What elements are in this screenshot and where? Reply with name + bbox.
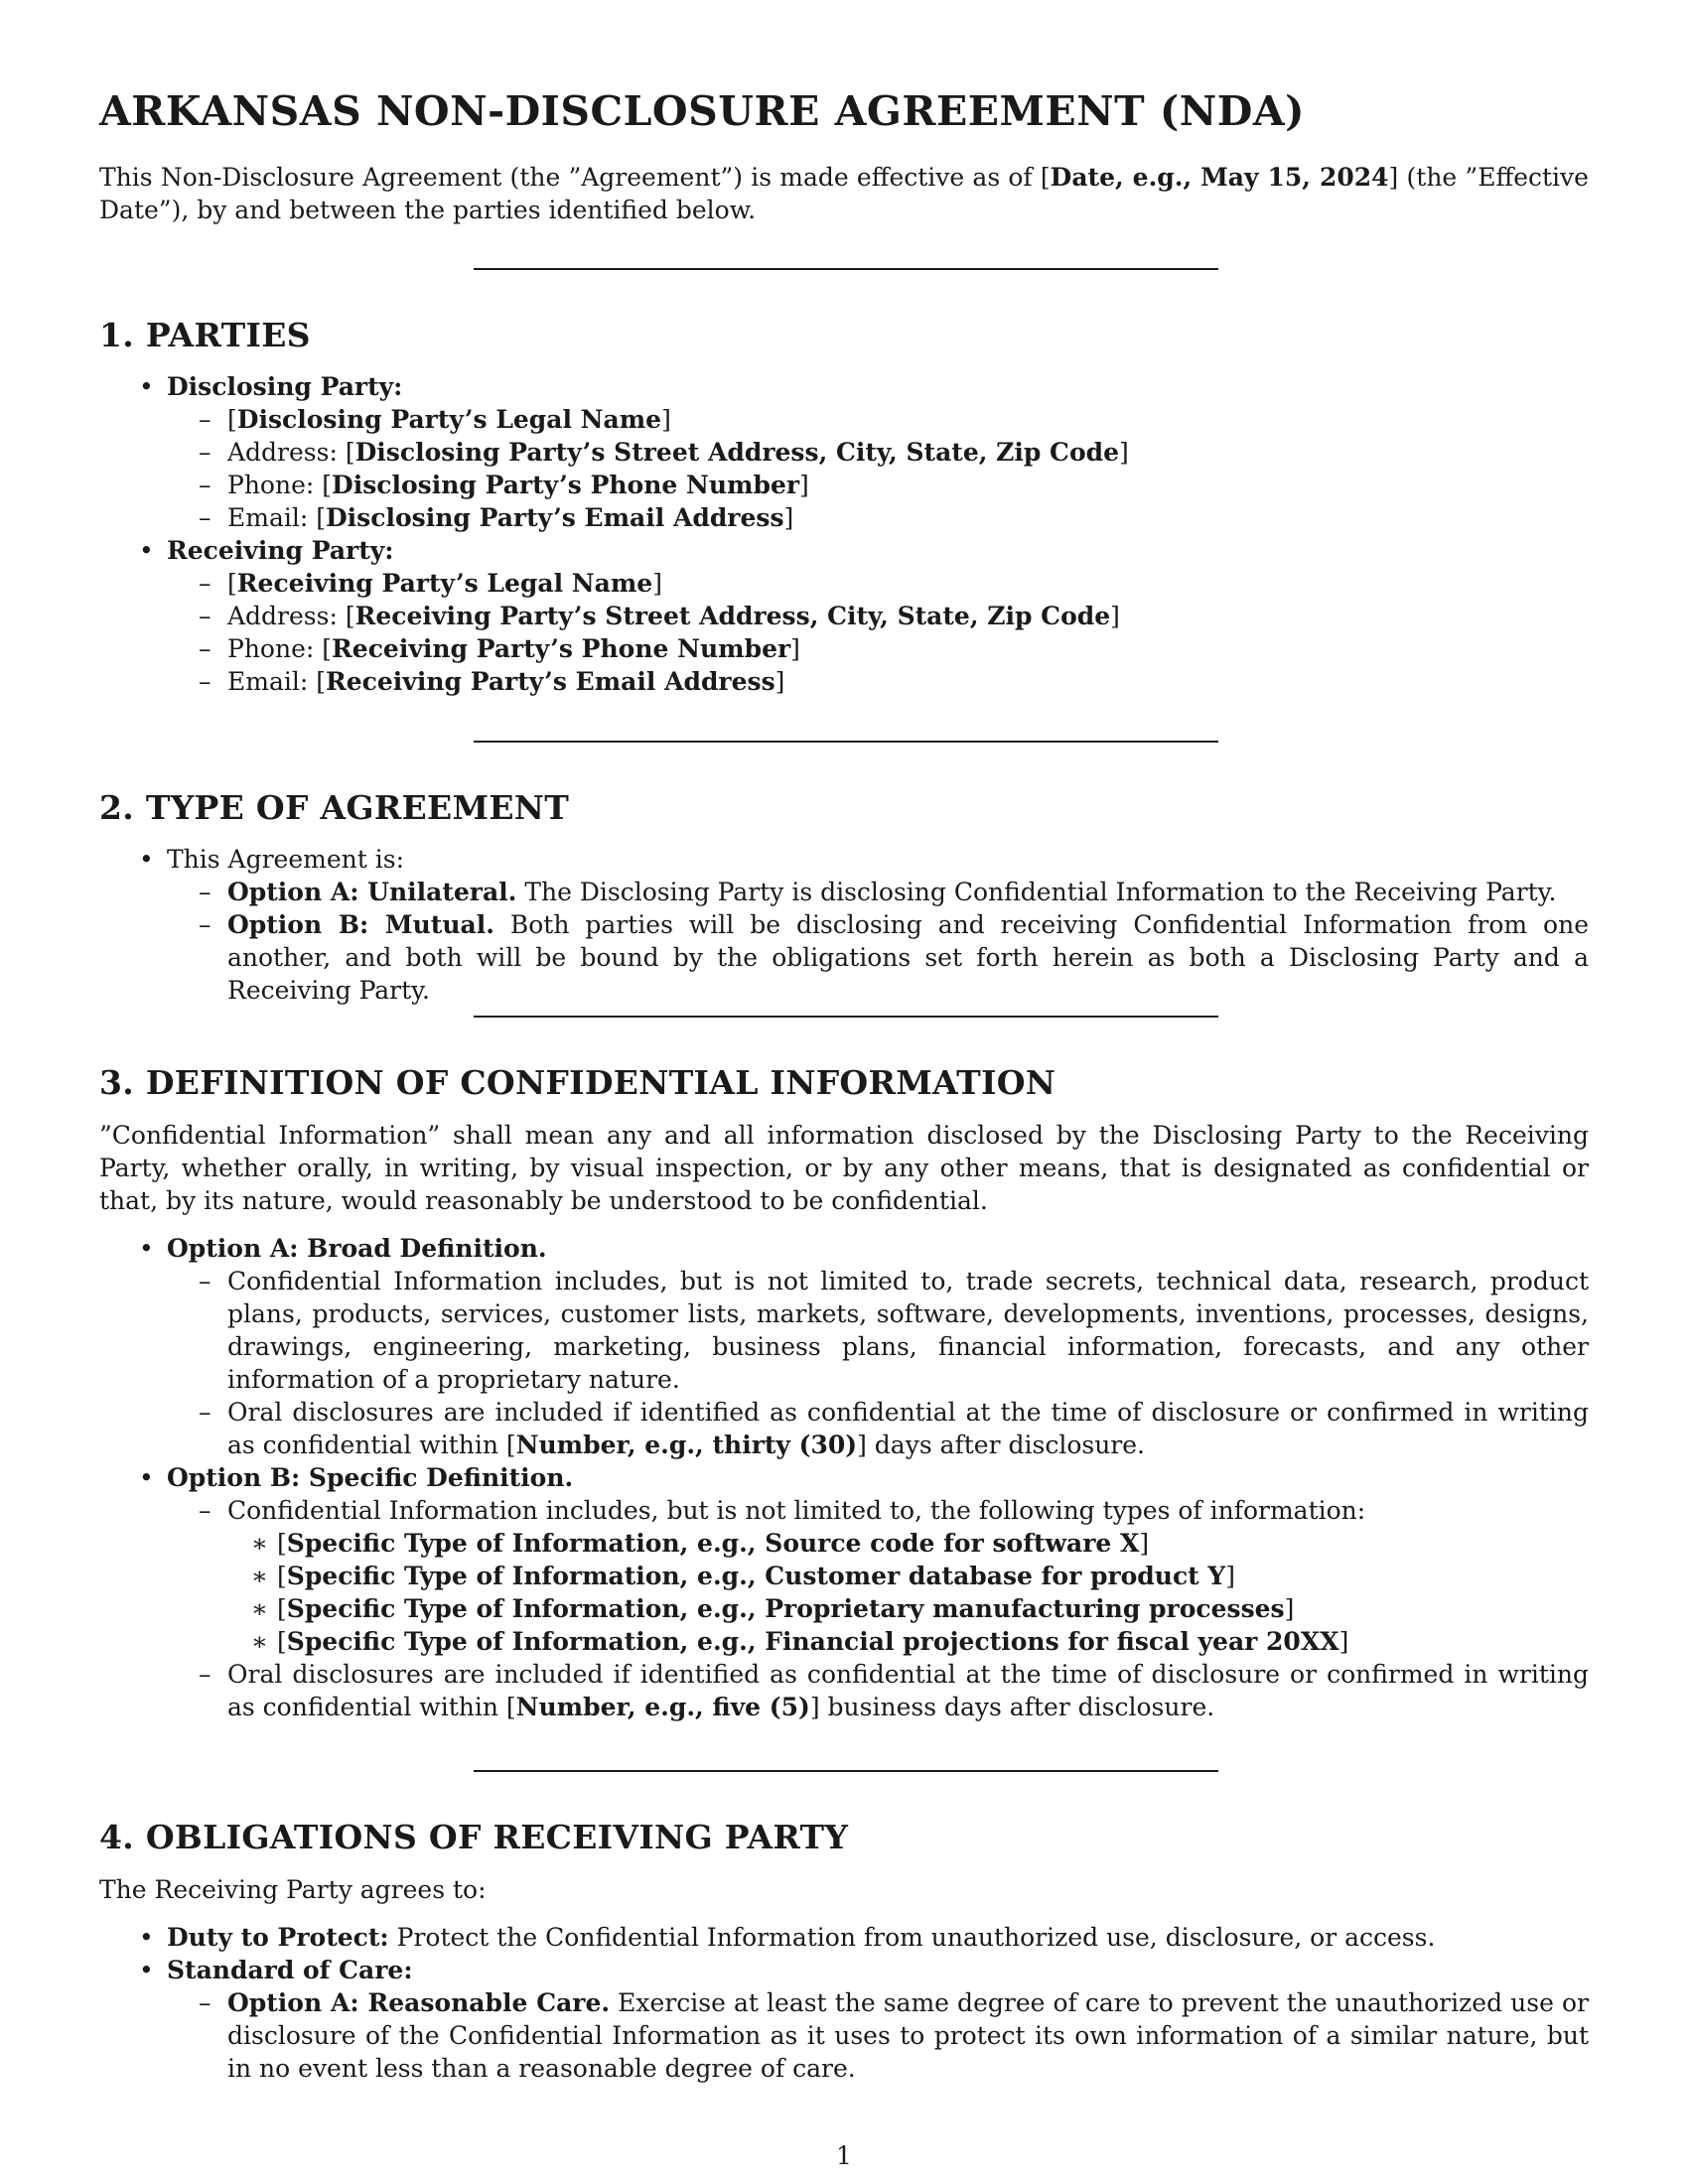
info-type-value: Specific Type of Information, e.g., Financial projections for fiscal year 20XX: [286, 1627, 1339, 1656]
disclosing-party-item: [99, 370, 1589, 534]
info-type-value: Specific Type of Information, e.g., Proprietary manufacturing processes: [286, 1594, 1285, 1623]
specific-definition-item: [99, 1461, 1589, 1723]
specific-definition-lead: Confidential Information includes, but is not limited to, the following types of information:: [227, 1496, 1366, 1525]
broad-oral-disclosures: [167, 1396, 1589, 1461]
oral-text-after: ] days after disclosure.: [857, 1431, 1145, 1459]
disclosing-phone-value: Disclosing Party’s Phone Number: [332, 471, 800, 499]
disclosing-address: – Address: [Disclosing Party’s Street Address, City, State, Zip Code]: [167, 436, 1589, 469]
option-a-unilateral: [167, 876, 1589, 908]
info-type-value: Specific Type of Information, e.g., Customer database for product Y: [286, 1562, 1226, 1590]
disclosing-email: – Email: [Disclosing Party’s Email Address]: [167, 501, 1589, 534]
section-divider: [474, 1770, 1218, 1772]
business-days-placeholder: Number, e.g., five (5): [515, 1693, 810, 1721]
phone-label: Phone:: [227, 471, 323, 499]
document-page: [99, 0, 1589, 2184]
intro-paragraph: [99, 161, 1589, 226]
obligations-lead: The Receiving Party agrees to:: [99, 1875, 487, 1904]
option-b-text: Both parties will be disclosing and receiving Confidential Information from one another, and both will be bound by the obligations set forth herein as both a Disclosing Party and a Receiving Party.: [227, 910, 1589, 1005]
page-number: 1: [836, 2141, 852, 2170]
broad-definition-item: [99, 1232, 1589, 1461]
receiving-email-value: Receiving Party’s Email Address: [326, 667, 775, 696]
intro-text-before: This Non-Disclosure Agreement (the ”Agreement”) is made effective as of [: [99, 163, 1051, 192]
oral-text-before: Oral disclosures are included if identified as confidential at the time of disclosure or confirmed in writing as confidential within [: [227, 1660, 1589, 1721]
reasonable-care-label: Option A: Reasonable Care.: [227, 1988, 611, 2017]
duty-to-protect-label: Duty to Protect:: [167, 1923, 389, 1952]
section-divider: [474, 1016, 1218, 1018]
option-a-label: Option A: Unilateral.: [227, 878, 517, 906]
receiving-phone-value: Receiving Party’s Phone Number: [332, 634, 791, 663]
agreement-type-block: [99, 843, 1589, 1007]
email-label: Email:: [227, 667, 317, 696]
reasonable-care-option: [167, 1986, 1589, 2085]
parties-block: [99, 370, 1589, 698]
specific-definition-scope: [167, 1494, 1589, 1658]
intro-text-after: ] (the ”Effective Date”), by and between the parties identified below.: [99, 163, 1589, 224]
receiving-name: – [Receiving Party’s Legal Name]: [167, 567, 1589, 600]
oral-text-after: ] business days after disclosure.: [809, 1693, 1215, 1721]
disclosing-phone: – Phone: [Disclosing Party’s Phone Number]: [167, 469, 1589, 501]
specific-definition-heading: Option B: Specific Definition.: [167, 1463, 574, 1492]
address-label: Address:: [227, 602, 346, 630]
section-1-title: 1. PARTIES: [99, 316, 311, 354]
disclosing-email-value: Disclosing Party’s Email Address: [326, 503, 784, 532]
duty-to-protect-item: [99, 1921, 1589, 1954]
disclosing-party-heading: Disclosing Party:: [167, 372, 403, 401]
definition-block: [99, 1119, 1589, 1723]
days-placeholder: Number, e.g., thirty (30): [515, 1431, 858, 1459]
option-b-mutual: [167, 908, 1589, 1007]
section-4-title: 4. OBLIGATIONS OF RECEIVING PARTY: [99, 1818, 849, 1856]
definition-paragraph: ”Confidential Information” shall mean any and all information disclosed by the Disclosing Party to the Receiving Party, whether orally, in writing, by visual inspection, or by any other means, that is designated as confidential or that, by its nature, would reasonably be understood to be confidential.: [99, 1121, 1589, 1215]
section-3-title: 3. DEFINITION OF CONFIDENTIAL INFORMATION: [99, 1063, 1056, 1102]
reasonable-care-text: Exercise at least the same degree of care to prevent the unauthorized use or disclosure of the Confidential Information as it uses to protect its own information of a similar nature, but in no event less than a reasonable degree of care.: [227, 1988, 1590, 2083]
document-title: ARKANSAS NON-DISCLOSURE AGREEMENT (NDA): [99, 87, 1306, 135]
effective-date-placeholder: Date, e.g., May 15, 2024: [1050, 163, 1389, 192]
disclosing-name-value: Disclosing Party’s Legal Name: [236, 405, 662, 434]
email-label: Email:: [227, 503, 317, 532]
receiving-party-heading: Receiving Party:: [167, 536, 394, 565]
broad-definition-scope: – Confidential Information includes, but is not limited to, trade secrets, technical data, research, product plans, products, services, customer lists, markets, software, developments, inventions, processes, designs, drawings, engineering, marketing, business plans, financial information, forecasts, and any other information of a proprietary nature.: [167, 1265, 1589, 1396]
option-a-text: The Disclosing Party is disclosing Confidential Information to the Receiving Party.: [516, 878, 1557, 906]
receiving-name-value: Receiving Party’s Legal Name: [236, 569, 653, 598]
info-type-item: ∗ [Specific Type of Information, e.g., Customer database for product Y]: [227, 1560, 1589, 1592]
obligations-block: [99, 1873, 1589, 2085]
agreement-type-lead: This Agreement is:: [167, 845, 404, 874]
oral-text-before: Oral disclosures are included if identified as confidential at the time of disclosure or confirmed in writing as confidential within [: [227, 1398, 1589, 1459]
agreement-type-item: [99, 843, 1589, 1007]
receiving-party-item: [99, 534, 1589, 698]
receiving-email: – Email: [Receiving Party’s Email Address]: [167, 665, 1589, 698]
info-type-value: Specific Type of Information, e.g., Source code for software X: [286, 1529, 1140, 1558]
info-type-item: ∗ [Specific Type of Information, e.g., Financial projections for fiscal year 20XX]: [227, 1625, 1589, 1658]
info-type-item: ∗ [Specific Type of Information, e.g., Proprietary manufacturing processes]: [227, 1592, 1589, 1625]
section-divider: [474, 268, 1218, 270]
receiving-address-value: Receiving Party’s Street Address, City, State, Zip Code: [354, 602, 1111, 630]
specific-oral-disclosures: [167, 1658, 1589, 1723]
address-label: Address:: [227, 438, 346, 467]
section-2-title: 2. TYPE OF AGREEMENT: [99, 788, 570, 827]
info-type-item: ∗ [Specific Type of Information, e.g., Source code for software X]: [227, 1527, 1589, 1560]
disclosing-name: – [Disclosing Party’s Legal Name]: [167, 403, 1589, 436]
duty-to-protect-text: Protect the Confidential Information from unauthorized use, disclosure, or access.: [388, 1923, 1436, 1952]
phone-label: Phone:: [227, 634, 323, 663]
disclosing-address-value: Disclosing Party’s Street Address, City, State, Zip Code: [354, 438, 1120, 467]
broad-definition-heading: Option A: Broad Definition.: [167, 1234, 547, 1263]
standard-of-care-heading: Standard of Care:: [167, 1956, 413, 1984]
receiving-address: – Address: [Receiving Party’s Street Address, City, State, Zip Code]: [167, 600, 1589, 632]
receiving-phone: – Phone: [Receiving Party’s Phone Number]: [167, 632, 1589, 665]
standard-of-care-item: [99, 1954, 1589, 2085]
option-b-label: Option B: Mutual.: [227, 910, 494, 939]
section-divider: [474, 741, 1218, 743]
